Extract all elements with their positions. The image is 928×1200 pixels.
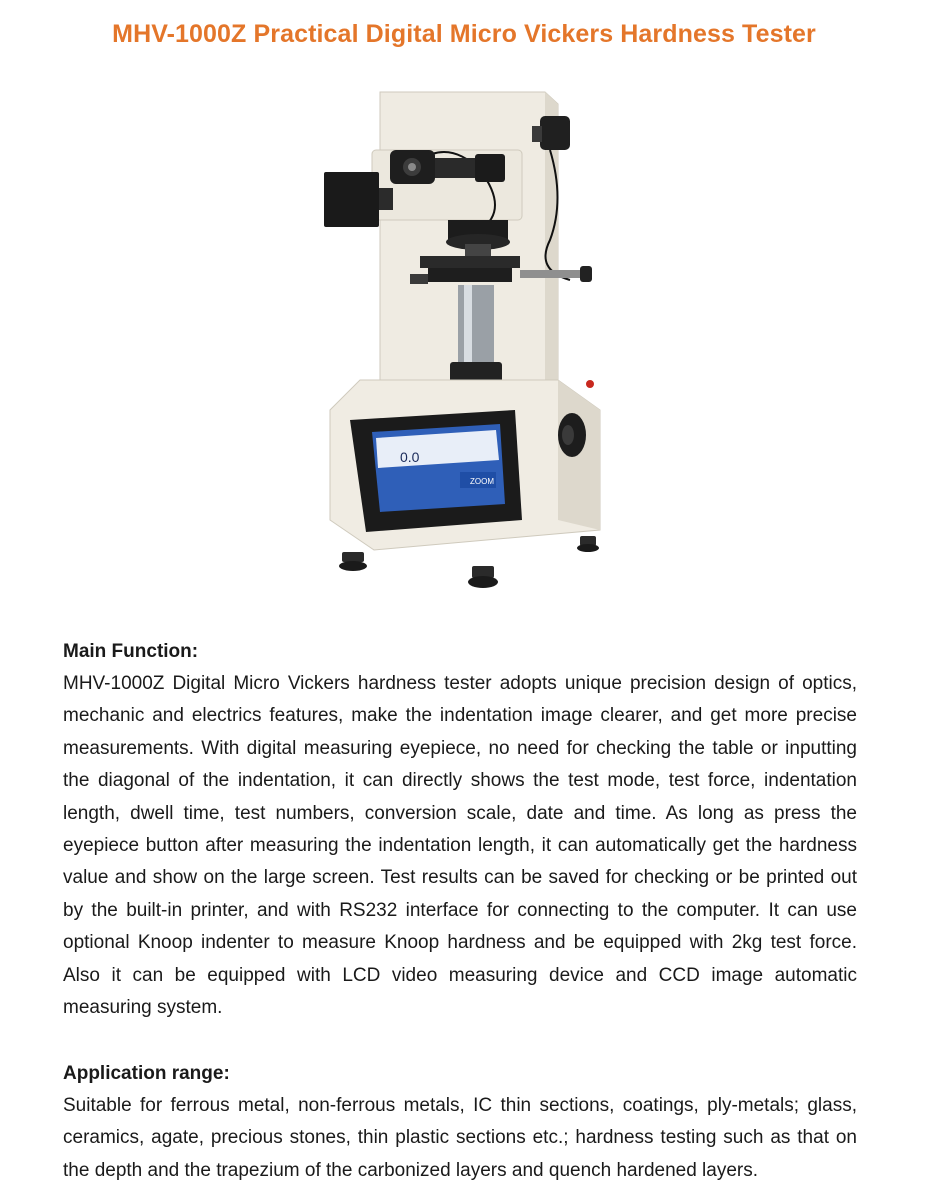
product-image [300,80,620,620]
camera-box-icon [324,172,379,227]
screen-reading: 0.0 [400,449,420,465]
screen-button: ZOOM [470,477,494,486]
main-function-body: MHV-1000Z Digital Micro Vickers hardness tester adopts unique precision design of optics, mechanic and electrics features, make the indentation image clearer, and get more precise measurements. With digital measuring eyepiece, no need for checking the table or inputting the diagonal of the indentation, it can directly shows the test mode, test force, indentation length, dwell time, test numbers, conversion scale, date and time. As long as press the eyepiece button after measuring the indentation length, it can automatically get the hardness value and show on the large screen. Test results can be saved for checking or be printed out by the built-in printer, and with RS232 interface for connecting to the computer. It can use optional Knoop indenter to measure Knoop hardness and be equipped with 2kg test force. Also it can be equipped with LCD video measuring device and CCD image automatic measuring system. [63,673,857,1019]
page-title: MHV-1000Z Practical Digital Micro Vickers Hardness Tester [112,20,816,48]
focus-knob-icon [540,116,570,150]
application-range-heading: Application range: [63,1063,230,1084]
hardness-tester-illustration [300,80,620,620]
xy-stage-icon [420,256,520,268]
application-range-body: Suitable for ferrous metal, non-ferrous metals, IC thin sections, coatings, ply-metals; glass, ceramics, agate, precious stones, thin plastic sections etc.; hardness testing such as that on the depth and the trapezium of the carbonized layers and quench hardened layers. [63,1095,857,1181]
main-function-section [63,638,857,1024]
application-range-section [63,1060,857,1187]
emergency-button-icon [586,380,594,388]
main-function-heading: Main Function: [63,641,199,662]
